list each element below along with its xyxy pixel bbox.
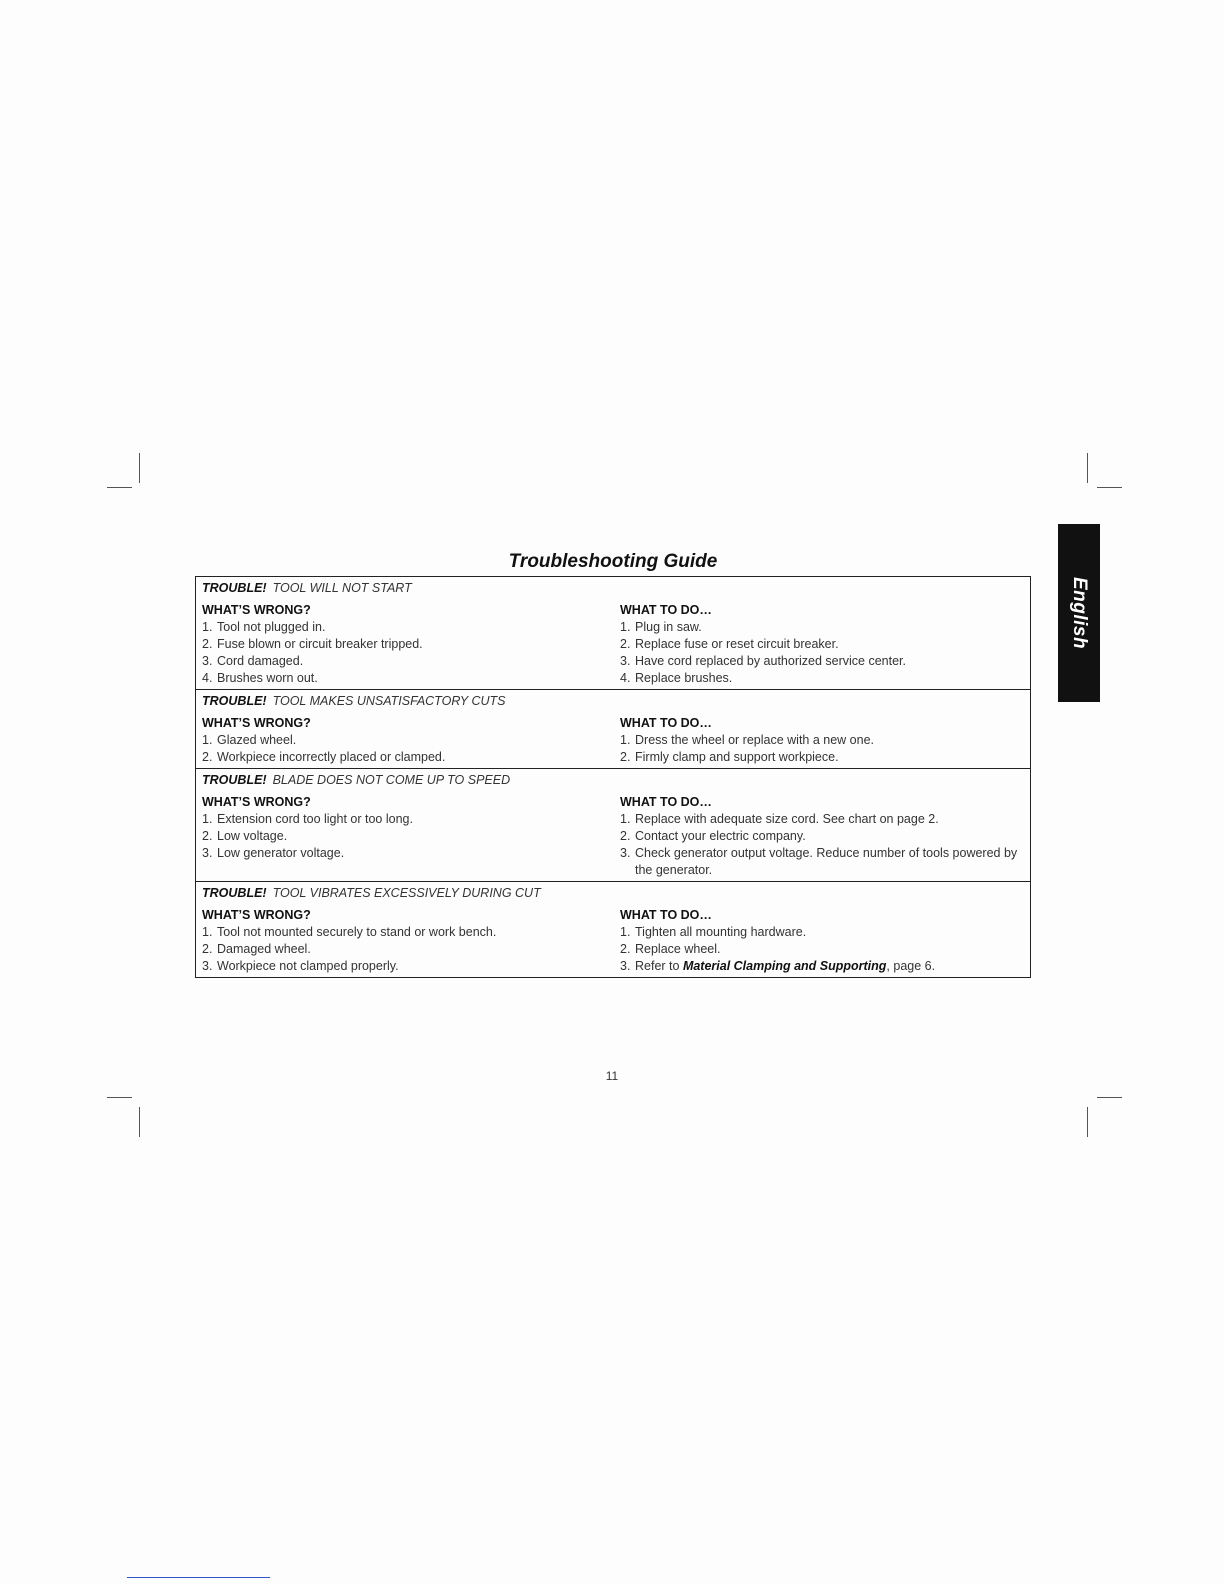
list-item <box>620 670 1024 687</box>
list-item <box>620 941 1024 958</box>
trouble-columns <box>202 794 1024 879</box>
item-text: Replace wheel. <box>635 942 721 956</box>
crop-mark <box>1087 453 1088 483</box>
item-text <box>635 958 1024 975</box>
item-text: Tighten all mounting hardware. <box>635 925 807 939</box>
item-number: 3. <box>202 959 213 973</box>
crop-mark <box>1087 1107 1088 1137</box>
list-item <box>620 636 1024 653</box>
list-item <box>620 845 1024 879</box>
whats-wrong-column <box>202 907 620 975</box>
item-number: 1. <box>620 620 631 634</box>
whats-wrong-list <box>202 619 620 687</box>
trouble-description: TOOL MAKES UNSATISFACTORY CUTS <box>272 694 506 708</box>
whats-wrong-heading: WHAT’S WRONG? <box>202 908 311 922</box>
whats-wrong-heading: WHAT’S WRONG? <box>202 795 311 809</box>
troubleshooting-table <box>195 576 1031 978</box>
item-text: Dress the wheel or replace with a new one. <box>635 733 875 747</box>
item-text-reference: Material Clamping and Supporting <box>682 959 887 973</box>
whats-wrong-list <box>202 924 620 975</box>
list-item <box>620 653 1024 670</box>
item-number: 2. <box>202 750 213 764</box>
item-text: Glazed wheel. <box>217 733 297 747</box>
what-to-do-list <box>620 924 1024 975</box>
item-number: 1. <box>202 733 213 747</box>
what-to-do-list <box>620 732 1024 766</box>
trouble-description: BLADE DOES NOT COME UP TO SPEED <box>272 773 511 787</box>
list-item <box>202 670 620 687</box>
item-text: Workpiece not clamped properly. <box>217 959 399 973</box>
item-text: Firmly clamp and support workpiece. <box>635 750 839 764</box>
list-item <box>202 845 620 862</box>
crop-mark <box>1097 1097 1122 1098</box>
trouble-description: TOOL VIBRATES EXCESSIVELY DURING CUT <box>272 886 541 900</box>
list-item <box>620 924 1024 941</box>
list-item <box>620 749 1024 766</box>
list-item <box>202 732 620 749</box>
trouble-heading <box>202 579 1024 599</box>
list-item <box>202 958 620 975</box>
item-text: Plug in saw. <box>635 620 702 634</box>
item-text: Brushes worn out. <box>217 671 318 685</box>
crop-mark <box>139 453 140 483</box>
list-item <box>620 958 1024 975</box>
item-number: 4. <box>202 671 213 685</box>
item-text: Replace brushes. <box>635 671 733 685</box>
what-to-do-column <box>620 907 1024 975</box>
whats-wrong-heading: WHAT’S WRONG? <box>202 603 311 617</box>
item-text: Check generator output voltage. Reduce number of tools powered by the generator. <box>635 846 1018 877</box>
item-number: 2. <box>620 942 631 956</box>
list-item <box>202 619 620 636</box>
item-text: Replace with adequate size cord. See chart on page 2. <box>635 812 939 826</box>
item-number: 1. <box>620 925 631 939</box>
item-number: 3. <box>620 654 631 668</box>
list-item <box>202 653 620 670</box>
what-to-do-column <box>620 602 1024 687</box>
item-text: Tool not mounted securely to stand or work bench. <box>217 925 497 939</box>
trouble-columns <box>202 907 1024 975</box>
item-number: 2. <box>620 750 631 764</box>
item-number: 1. <box>202 812 213 826</box>
language-tab-label: English <box>1069 576 1090 650</box>
what-to-do-column <box>620 794 1024 879</box>
item-number: 2. <box>202 942 213 956</box>
item-text: Have cord replaced by authorized service center. <box>635 654 906 668</box>
whats-wrong-column <box>202 715 620 766</box>
trouble-heading <box>202 771 1024 791</box>
item-text: Cord damaged. <box>217 654 304 668</box>
trouble-label: TROUBLE! <box>202 581 267 595</box>
crop-mark <box>139 1107 140 1137</box>
crop-mark <box>107 487 132 488</box>
trouble-columns <box>202 715 1024 766</box>
item-number: 2. <box>620 829 631 843</box>
trouble-heading <box>202 692 1024 712</box>
item-number: 1. <box>202 620 213 634</box>
item-text: Contact your electric company. <box>635 829 806 843</box>
crop-mark <box>107 1097 132 1098</box>
item-number: 3. <box>620 959 631 973</box>
item-number: 3. <box>202 846 213 860</box>
list-item <box>202 636 620 653</box>
item-number: 3. <box>202 654 213 668</box>
item-text: Tool not plugged in. <box>217 620 326 634</box>
whats-wrong-column <box>202 602 620 687</box>
whats-wrong-list <box>202 732 620 766</box>
trouble-section <box>196 689 1030 768</box>
what-to-do-heading: WHAT TO DO… <box>620 908 712 922</box>
crop-mark <box>1097 487 1122 488</box>
trouble-label: TROUBLE! <box>202 694 267 708</box>
list-item <box>202 924 620 941</box>
bottom-rule <box>127 1577 270 1578</box>
what-to-do-list <box>620 619 1024 687</box>
list-item <box>202 828 620 845</box>
what-to-do-heading: WHAT TO DO… <box>620 603 712 617</box>
what-to-do-list <box>620 811 1024 879</box>
list-item <box>620 732 1024 749</box>
page-number: 11 <box>605 1069 619 1083</box>
item-number: 3. <box>620 846 631 860</box>
item-text: Workpiece incorrectly placed or clamped. <box>217 750 446 764</box>
item-text: Replace fuse or reset circuit breaker. <box>635 637 839 651</box>
what-to-do-column <box>620 715 1024 766</box>
trouble-heading <box>202 884 1024 904</box>
language-tab <box>1058 524 1100 702</box>
item-text: Low voltage. <box>217 829 288 843</box>
item-text-before: Refer to <box>635 959 683 973</box>
list-item <box>620 811 1024 828</box>
trouble-description: TOOL WILL NOT START <box>272 581 412 595</box>
what-to-do-heading: WHAT TO DO… <box>620 716 712 730</box>
list-item <box>202 941 620 958</box>
what-to-do-heading: WHAT TO DO… <box>620 795 712 809</box>
item-number: 4. <box>620 671 631 685</box>
whats-wrong-list <box>202 811 620 862</box>
item-number: 1. <box>620 812 631 826</box>
item-text-after: , page 6. <box>886 959 936 973</box>
item-number: 1. <box>202 925 213 939</box>
item-number: 2. <box>202 637 213 651</box>
list-item <box>202 811 620 828</box>
item-number: 2. <box>620 637 631 651</box>
item-text: Fuse blown or circuit breaker tripped. <box>217 637 423 651</box>
trouble-section <box>196 577 1030 689</box>
item-number: 2. <box>202 829 213 843</box>
whats-wrong-heading: WHAT’S WRONG? <box>202 716 311 730</box>
trouble-label: TROUBLE! <box>202 886 267 900</box>
trouble-columns <box>202 602 1024 687</box>
trouble-label: TROUBLE! <box>202 773 267 787</box>
item-number: 1. <box>620 733 631 747</box>
list-item <box>620 619 1024 636</box>
item-text: Extension cord too light or too long. <box>217 812 413 826</box>
trouble-section <box>196 768 1030 881</box>
page-title: Troubleshooting Guide <box>508 551 718 572</box>
whats-wrong-column <box>202 794 620 879</box>
item-text: Low generator voltage. <box>217 846 345 860</box>
item-text: Damaged wheel. <box>217 942 311 956</box>
list-item <box>202 749 620 766</box>
trouble-section <box>196 881 1030 977</box>
list-item <box>620 828 1024 845</box>
